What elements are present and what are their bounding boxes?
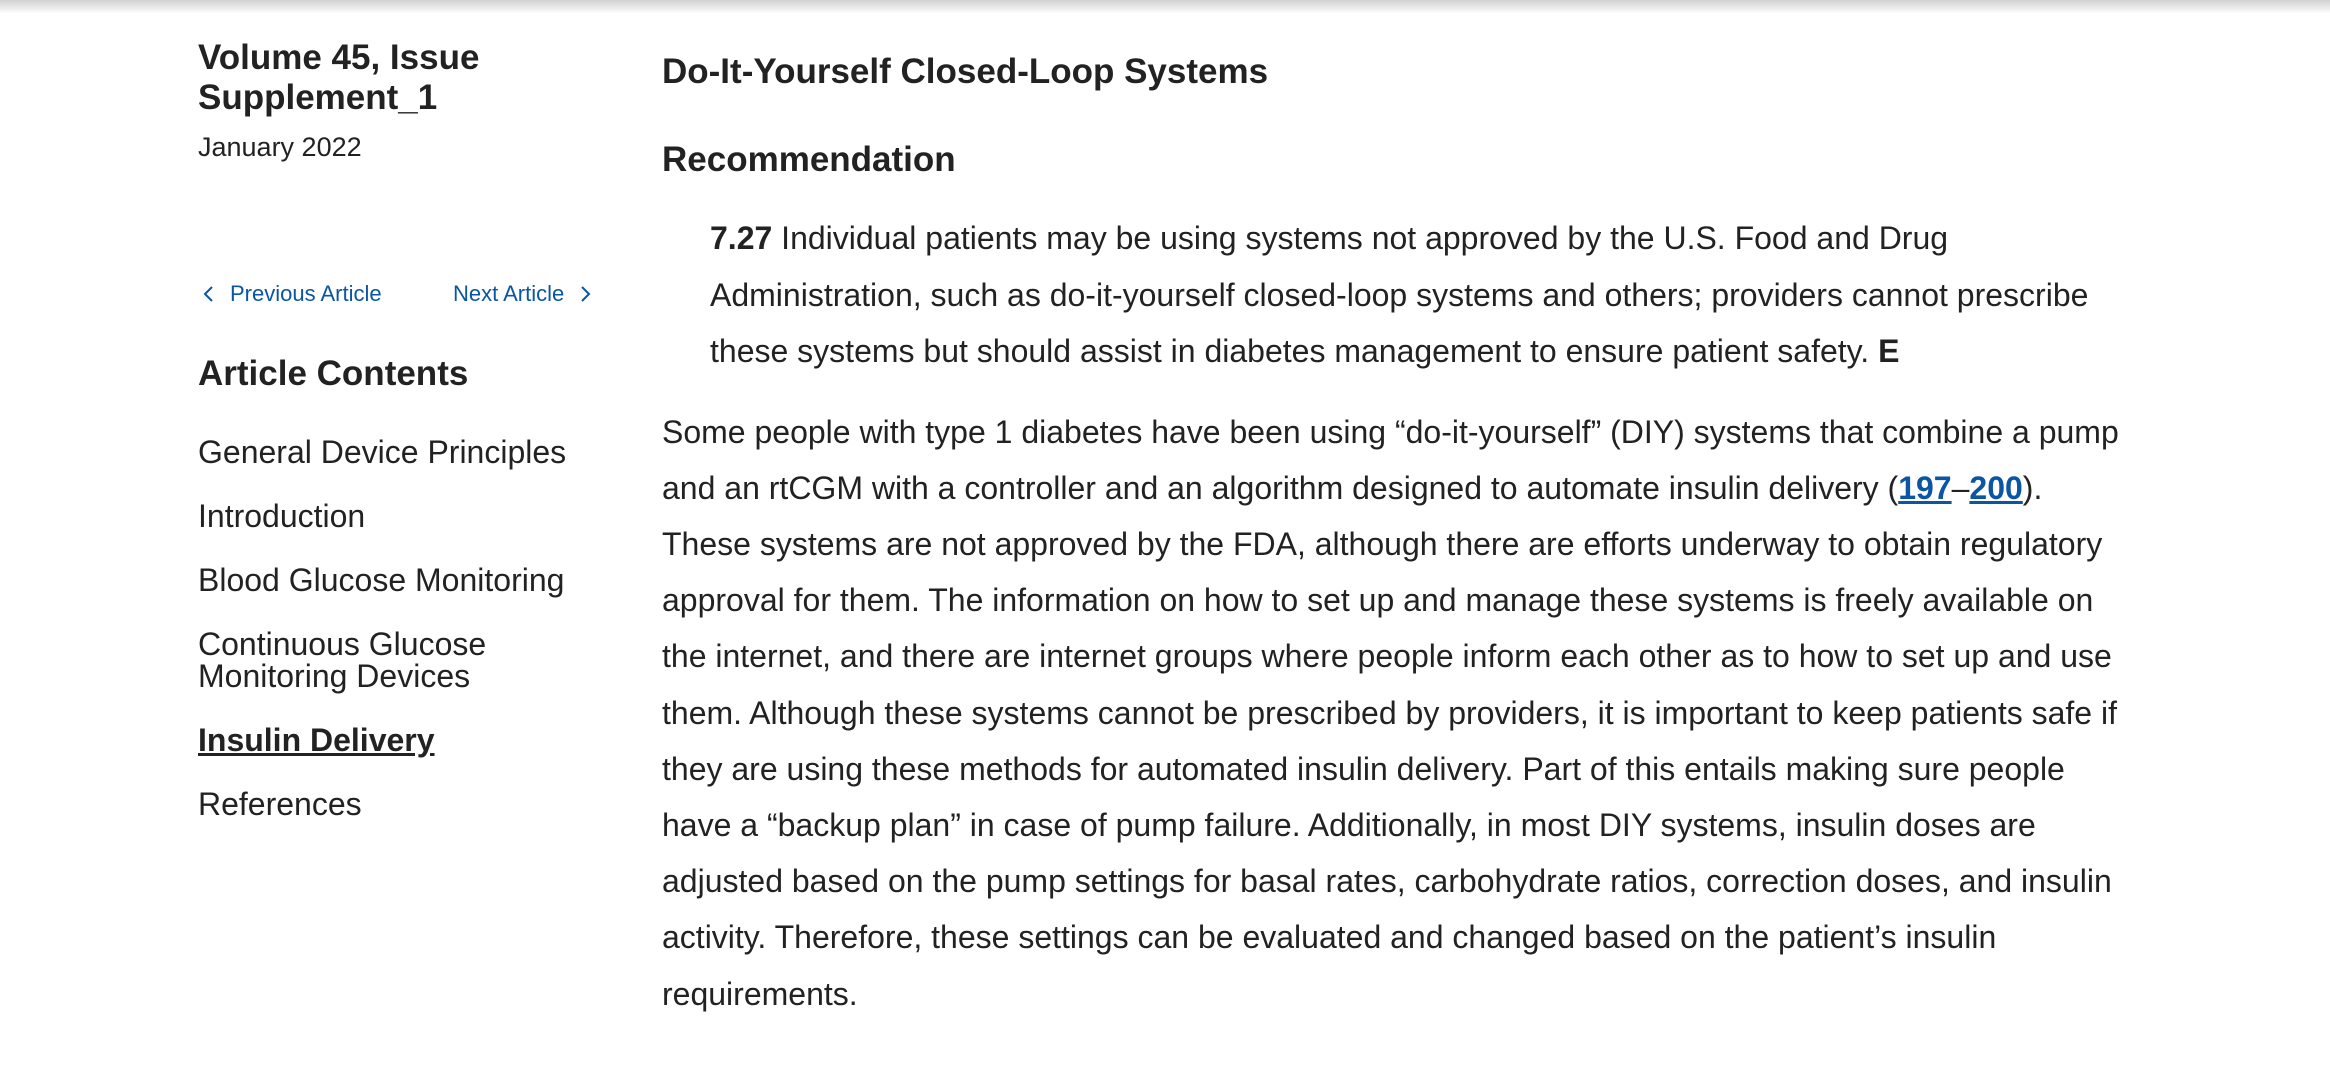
header-shadow (0, 0, 2330, 14)
section-title: Do-It-Yourself Closed-Loop Systems (662, 52, 1269, 91)
chevron-right-icon (574, 283, 596, 305)
reference-link-200[interactable]: 200 (1969, 469, 2023, 506)
toc-item-continuous-glucose-monitoring-devices[interactable]: Continuous Glucose Monitoring Devices (198, 626, 487, 694)
sidebar (198, 38, 618, 822)
toc-item-references[interactable]: References (198, 786, 362, 822)
recommendation-text: Individual patients may be using systems not approved by the U.S. Food and Drug Administration, such as do-it-yourself closed-loop systems and others; providers cannot prescribe these systems but should assist in diabetes management to ensure patient safety. (710, 220, 2089, 369)
toc-item-introduction[interactable]: Introduction (198, 498, 366, 534)
chevron-left-icon (198, 283, 220, 305)
issue-date: January 2022 (198, 132, 362, 162)
body-paragraph (662, 404, 2132, 1022)
reference-dash: – (1951, 469, 1970, 506)
recommendation-block (710, 210, 2090, 380)
article-navigation (198, 281, 618, 317)
reference-link-197[interactable]: 197 (1898, 469, 1952, 506)
toc-item-general-device-principles[interactable]: General Device Principles (198, 434, 567, 470)
recommendation-number: 7.27 (710, 220, 773, 256)
next-article-link[interactable] (453, 281, 596, 307)
paragraph-text-part2: ). These systems are not approved by the FDA, although there are efforts underway to obtain regulatory approval for them. The information on how to set up and manage these systems is freely available on the internet, and there are internet groups where people inform each other as to how to set up and use them. Although these systems cannot be prescribed by providers, it is important to keep patients safe if they are using these methods for automated insulin delivery. Part of this entails making sure people have a “backup plan” in case of pump failure. Additionally, in most DIY systems, insulin doses are adjusted based on the pump settings for basal rates, carbohydrate ratios, correction doses, and insulin activity. Therefore, these settings can be evaluated and changed based on the patient’s insulin requirements. (662, 469, 2117, 1012)
issue-title: Volume 45, Issue Supplement_1 (198, 38, 480, 117)
toc-item-insulin-delivery[interactable]: Insulin Delivery (198, 722, 435, 758)
article-contents-heading: Article Contents (198, 354, 469, 393)
article-main (662, 48, 2132, 1022)
article-contents-list (198, 436, 618, 852)
paragraph-text-part1: Some people with type 1 diabetes have been using “do-it-yourself” (DIY) systems that combine a pump and an rtCGM with a controller and an algorithm designed to automate insulin delivery ( (662, 413, 2119, 506)
previous-article-label: Previous Article (230, 281, 382, 306)
toc-item-blood-glucose-monitoring[interactable]: Blood Glucose Monitoring (198, 562, 565, 598)
recommendation-grade: E (1878, 333, 1900, 369)
previous-article-link[interactable] (198, 281, 382, 307)
subsection-title: Recommendation (662, 140, 956, 179)
next-article-label: Next Article (453, 281, 565, 306)
